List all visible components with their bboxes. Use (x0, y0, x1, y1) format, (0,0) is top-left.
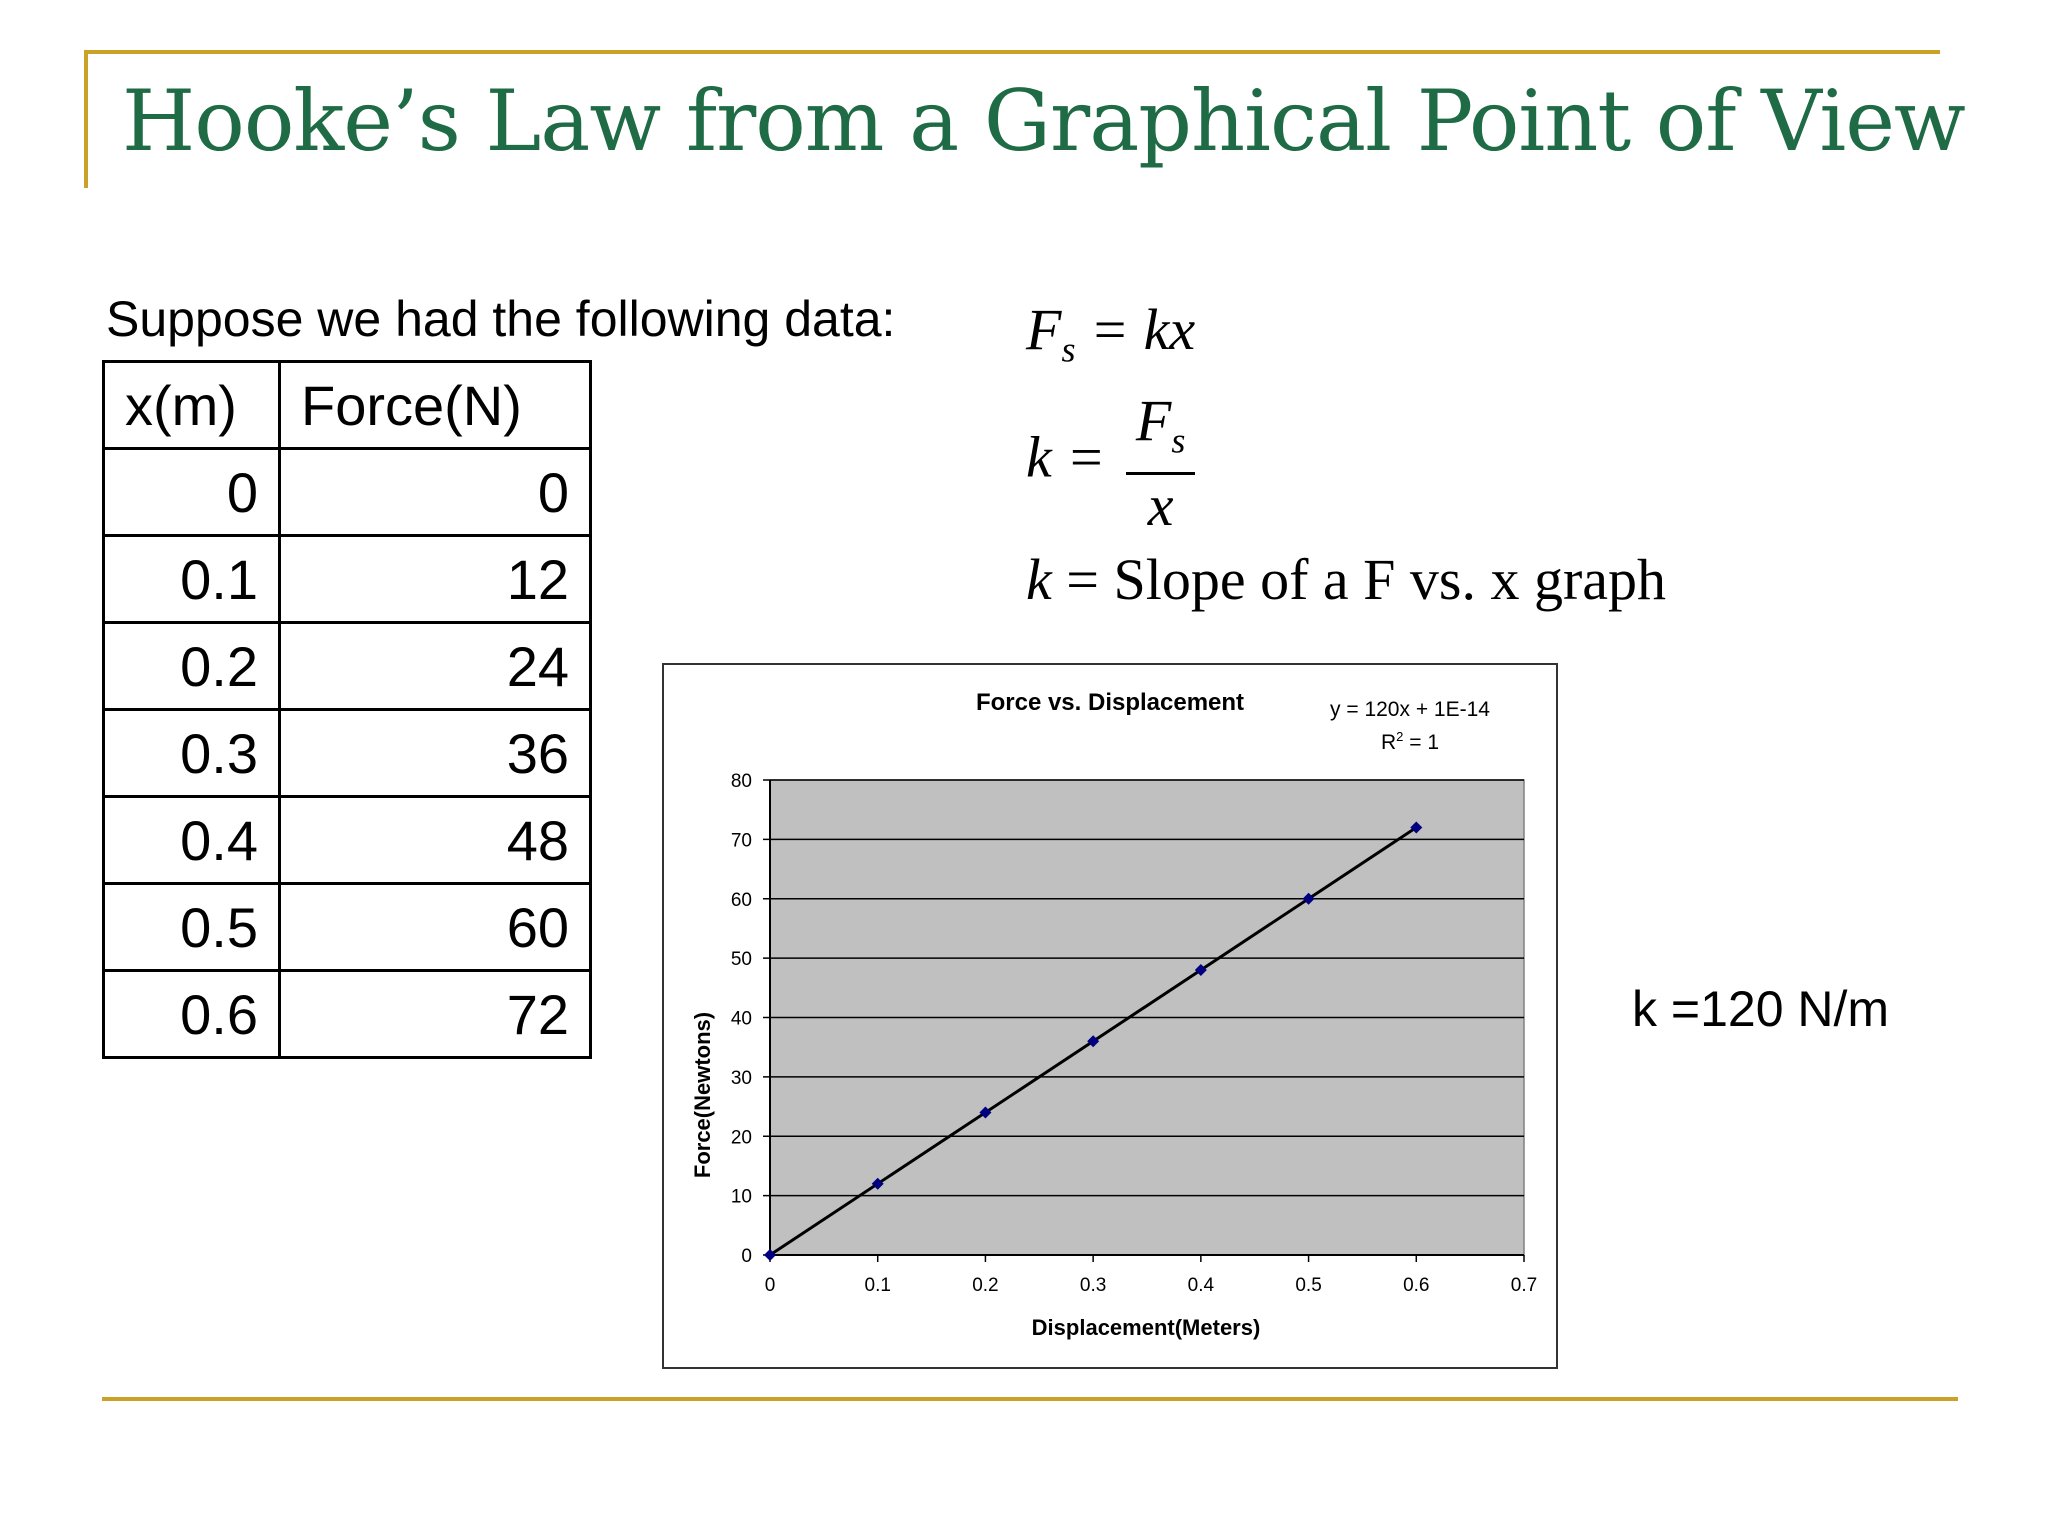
cell-x: 0.3 (104, 710, 280, 797)
cell-force: 48 (280, 797, 591, 884)
y-tick-label: 20 (730, 1127, 752, 1149)
column-header-force: Force(N) (280, 362, 591, 449)
trendline-r-squared: $R^2 = 1$ (1380, 729, 1440, 754)
cell-x: 0.6 (104, 971, 280, 1058)
chart-svg (664, 665, 1556, 1367)
eq1-subscript: s (1061, 329, 1076, 370)
x-tick-label: 0.5 (1295, 1275, 1322, 1296)
table-row (104, 449, 591, 536)
data-table (102, 360, 592, 1059)
y-tick-label: 60 (730, 889, 752, 911)
x-axis-label: Displacement(Meters) (1031, 1315, 1261, 1340)
cell-x: 0.1 (104, 536, 280, 623)
equation-k-slope (1026, 546, 1666, 613)
x-tick-label: 0.2 (972, 1275, 999, 1296)
intro-text: Suppose we had the following data: (106, 291, 896, 347)
x-tick-label: 0.3 (1079, 1275, 1107, 1296)
table-row (104, 884, 591, 971)
y-tick-label: 10 (730, 1186, 752, 1208)
y-tick-label: 70 (730, 830, 752, 852)
y-tick-label: 80 (730, 771, 752, 792)
table-header-row (104, 362, 591, 449)
x-tick-label: 0 (764, 1275, 776, 1296)
cell-x: 0.5 (104, 884, 280, 971)
eq2-fraction (1126, 390, 1195, 537)
table-row (104, 536, 591, 623)
x-tick-label: 0.4 (1187, 1275, 1215, 1296)
eq1-force: F (1026, 297, 1062, 362)
y-tick-label: 40 (730, 1008, 752, 1030)
cell-force: 24 (280, 623, 591, 710)
cell-force: 12 (280, 536, 591, 623)
y-tick-label: 0 (741, 1246, 752, 1267)
cell-force: 72 (280, 971, 591, 1058)
equation-k-ratio (1026, 390, 1195, 537)
y-tick-label: 30 (730, 1067, 752, 1089)
equation-hookes-law (1026, 296, 1195, 371)
column-header-x: x(m) (104, 362, 280, 449)
x-tick-label: 0.7 (1510, 1275, 1538, 1296)
cell-force: 60 (280, 884, 591, 971)
chart-title: Force vs. Displacement (975, 689, 1245, 716)
table-row (104, 797, 591, 884)
eq2-denominator: x (1147, 472, 1174, 538)
table-row (104, 971, 591, 1058)
slide-title: Hooke’s Law from a Graphical Point of View (122, 72, 1965, 170)
top-rule (84, 50, 1940, 54)
eq3-rhs: = Slope of a F vs. x graph (1066, 547, 1667, 612)
x-tick-label: 0.6 (1403, 1275, 1430, 1296)
bottom-rule (102, 1397, 1958, 1401)
cell-x: 0 (104, 449, 280, 536)
left-rule (84, 50, 88, 188)
eq2-numerator: $F_s$ (1126, 390, 1195, 475)
x-tick-label: 0.1 (864, 1275, 891, 1296)
cell-force: 0 (280, 449, 591, 536)
eq1-rhs: = kx (1089, 297, 1196, 362)
cell-x: 0.2 (104, 623, 280, 710)
y-tick-label: 50 (730, 949, 752, 971)
table-row (104, 710, 591, 797)
table-row (104, 623, 591, 710)
cell-force: 36 (280, 710, 591, 797)
spring-constant-result: k =120 N/m (1632, 981, 1890, 1037)
eq2-lhs: k = (1026, 424, 1106, 490)
cell-x: 0.4 (104, 797, 280, 884)
trendline-equation: y = 120x + 1E-14 (1330, 698, 1490, 721)
force-displacement-chart (662, 663, 1558, 1369)
y-axis-label: Force(Newtons) (690, 1011, 715, 1179)
eq3-k: k (1026, 547, 1052, 612)
